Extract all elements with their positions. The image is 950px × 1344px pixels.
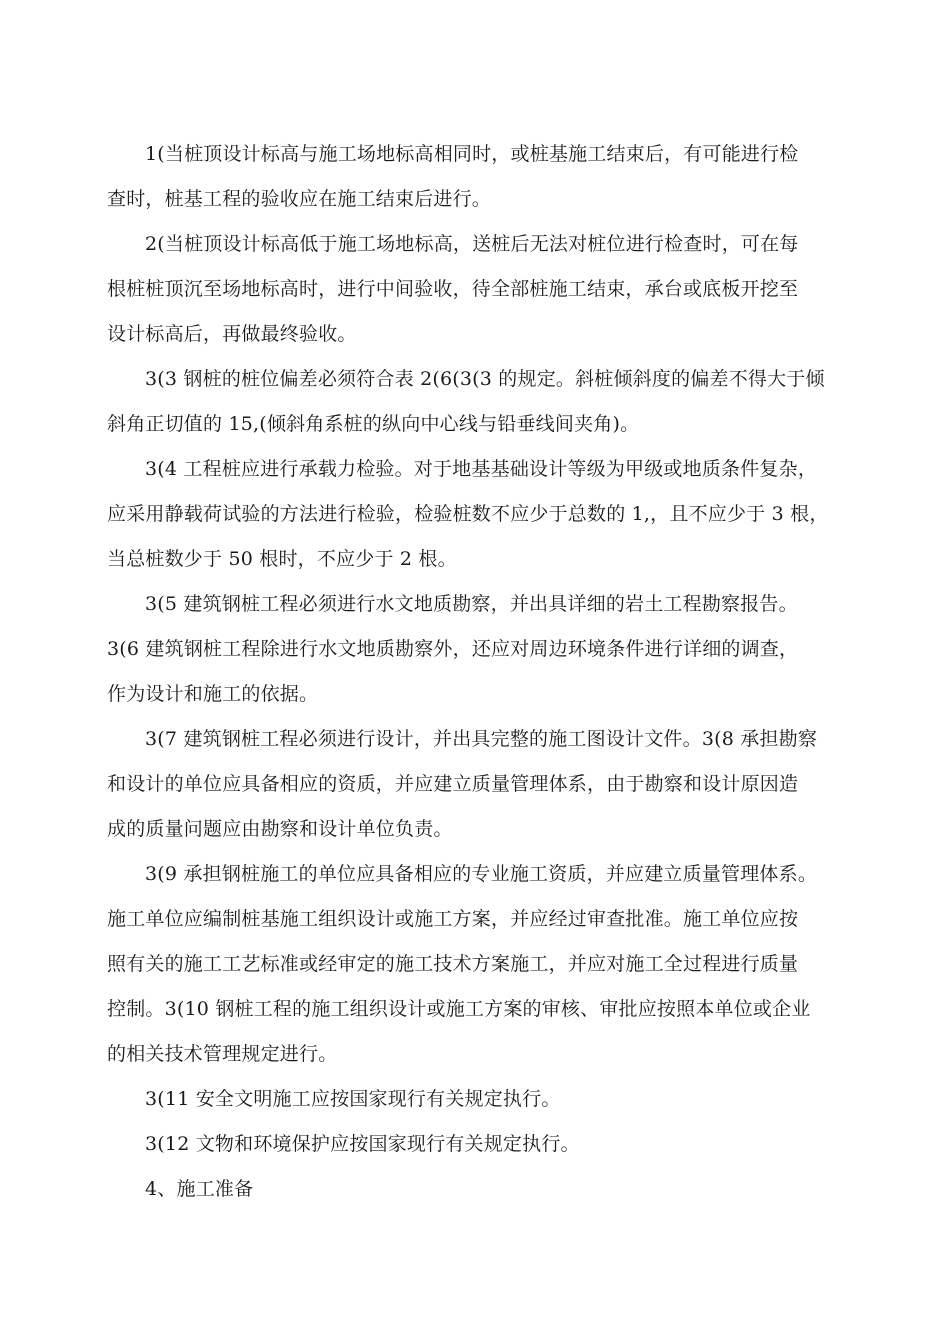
- text-line: 照有关的施工工艺标准或经审定的施工技术方案施工，并应对施工全过程进行质量: [107, 953, 799, 975]
- text-line: 斜角正切值的 15,(倾斜角系桩的纵向中心线与铅垂线间夹角)。: [107, 413, 640, 435]
- text-line: 应采用静载荷试验的方法进行检验，检验桩数不应少于总数的 1,，且不应少于 3 根，: [107, 503, 829, 525]
- text-line: 3(11 安全文明施工应按国家现行有关规定执行。: [145, 1088, 561, 1110]
- text-line: 3(7 建筑钢桩工程必须进行设计，并出具完整的施工图设计文件。3(8 承担勘察: [145, 728, 818, 750]
- text-line: 根桩桩顶沉至场地标高时，进行中间验收，待全部桩施工结束，承台或底板开挖至: [107, 278, 799, 300]
- text-line: 设计标高后，再做最终验收。: [107, 323, 357, 345]
- text-line: 1(当桩顶设计标高与施工场地标高相同时，或桩基施工结束后，有可能进行检: [145, 143, 799, 165]
- text-line: 查时，桩基工程的验收应在施工结束后进行。: [107, 188, 492, 210]
- text-line: 作为设计和施工的依据。: [107, 683, 319, 705]
- text-line: 和设计的单位应具备相应的资质，并应建立质量管理体系，由于勘察和设计原因造: [107, 773, 799, 795]
- text-line: 3(9 承担钢桩施工的单位应具备相应的专业施工资质，并应建立质量管理体系。: [145, 863, 818, 885]
- text-line: 3(4 工程桩应进行承载力检验。对于地基基础设计等级为甲级或地质条件复杂，: [145, 458, 818, 480]
- text-line: 3(12 文物和环境保护应按国家现行有关规定执行。: [145, 1133, 580, 1155]
- text-line: 成的质量问题应由勘察和设计单位负责。: [107, 818, 453, 840]
- section-heading: 4、施工准备: [145, 1178, 254, 1200]
- text-line: 3(5 建筑钢桩工程必须进行水文地质勘察，并出具详细的岩土工程勘察报告。: [145, 593, 798, 615]
- text-line: 当总桩数少于 50 根时，不应少于 2 根。: [107, 548, 457, 570]
- text-line: 3(3 钢桩的桩位偏差必须符合表 2(6(3(3 的规定。斜桩倾斜度的偏差不得大于倾: [145, 368, 825, 390]
- text-line: 的相关技术管理规定进行。: [107, 1043, 338, 1065]
- text-line: 3(6 建筑钢桩工程除进行水文地质勘察外，还应对周边环境条件进行详细的调查，: [107, 638, 799, 660]
- text-line: 2(当桩顶设计标高低于施工场地标高，送桩后无法对桩位进行检查时，可在每: [145, 233, 799, 255]
- text-line: 施工单位应编制桩基施工组织设计或施工方案，并应经过审查批准。施工单位应按: [107, 908, 799, 930]
- text-line: 控制。3(10 钢桩工程的施工组织设计或施工方案的审核、审批应按照本单位或企业: [107, 998, 811, 1020]
